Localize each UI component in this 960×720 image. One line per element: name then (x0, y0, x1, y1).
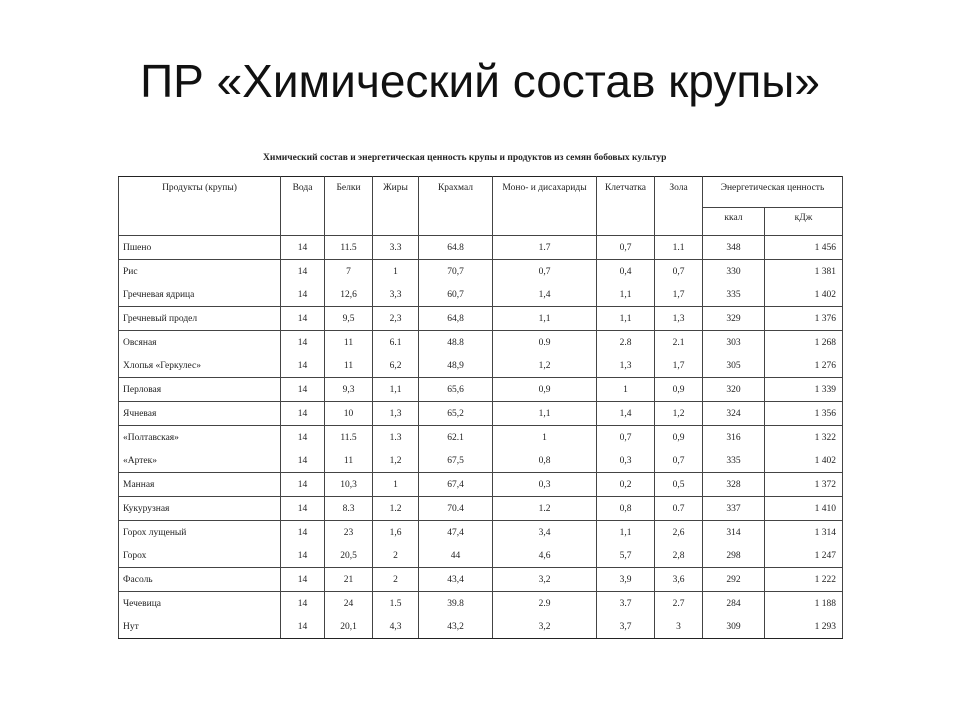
cell-starch: 67,4 (419, 473, 493, 497)
cell-starch: 67,5 (419, 449, 493, 473)
cell-sugars: 0,7 (493, 260, 597, 284)
cell-kcal: 337 (703, 497, 765, 521)
cell-starch: 70.4 (419, 497, 493, 521)
cell-water: 14 (281, 568, 325, 592)
cell-protein: 24 (325, 592, 373, 616)
cell-ash: 0,7 (655, 449, 703, 473)
cell-kj: 1 293 (765, 615, 843, 639)
cell-protein: 20,5 (325, 544, 373, 568)
cell-kcal: 314 (703, 521, 765, 545)
table-row (119, 236, 843, 260)
cell-ash: 1.1 (655, 236, 703, 260)
cell-sugars: 3,2 (493, 615, 597, 639)
cell-water: 14 (281, 331, 325, 355)
cell-ash: 1,7 (655, 354, 703, 378)
cell-kcal: 335 (703, 283, 765, 307)
cell-ash: 0,5 (655, 473, 703, 497)
cell-sugars: 3,4 (493, 521, 597, 545)
table-row (119, 307, 843, 331)
cell-name: Нут (119, 615, 281, 639)
cell-sugars: 1.2 (493, 497, 597, 521)
cell-kcal: 316 (703, 426, 765, 450)
cell-sugars: 1 (493, 426, 597, 450)
table-row (119, 378, 843, 402)
cell-kj: 1 402 (765, 449, 843, 473)
cell-fiber: 5,7 (597, 544, 655, 568)
cell-starch: 70,7 (419, 260, 493, 284)
cell-starch: 43,2 (419, 615, 493, 639)
cell-fat: 6,2 (373, 354, 419, 378)
chemical-composition-table (118, 176, 843, 639)
cell-kcal: 298 (703, 544, 765, 568)
table-row (119, 426, 843, 450)
cell-protein: 7 (325, 260, 373, 284)
cell-kcal: 329 (703, 307, 765, 331)
cell-sugars: 0,9 (493, 378, 597, 402)
table-row (119, 354, 843, 378)
cell-fiber: 0,7 (597, 426, 655, 450)
cell-name: Горох (119, 544, 281, 568)
cell-starch: 62.1 (419, 426, 493, 450)
table-row (119, 615, 843, 639)
cell-sugars: 1.7 (493, 236, 597, 260)
cell-kj: 1 314 (765, 521, 843, 545)
cell-fat: 1,6 (373, 521, 419, 545)
cell-protein: 9,3 (325, 378, 373, 402)
cell-fiber: 1,4 (597, 402, 655, 426)
cell-fiber: 0,3 (597, 449, 655, 473)
header-product: Продукты (крупы) (119, 177, 281, 236)
cell-ash: 2,8 (655, 544, 703, 568)
header-protein: Белки (325, 177, 373, 236)
cell-protein: 21 (325, 568, 373, 592)
cell-protein: 20,1 (325, 615, 373, 639)
cell-kj: 1 402 (765, 283, 843, 307)
table-row (119, 283, 843, 307)
table-row (119, 568, 843, 592)
cell-water: 14 (281, 260, 325, 284)
cell-ash: 3 (655, 615, 703, 639)
cell-sugars: 1,4 (493, 283, 597, 307)
cell-fiber: 1,1 (597, 521, 655, 545)
cell-starch: 39.8 (419, 592, 493, 616)
cell-fat: 2 (373, 544, 419, 568)
table-row (119, 544, 843, 568)
cell-name: Пшено (119, 236, 281, 260)
cell-ash: 0.7 (655, 497, 703, 521)
cell-kcal: 284 (703, 592, 765, 616)
cell-starch: 64.8 (419, 236, 493, 260)
cell-starch: 65,6 (419, 378, 493, 402)
table-row (119, 402, 843, 426)
header-kj: кДж (765, 208, 843, 236)
cell-kcal: 348 (703, 236, 765, 260)
cell-kcal: 328 (703, 473, 765, 497)
cell-fiber: 1,1 (597, 307, 655, 331)
cell-starch: 48,9 (419, 354, 493, 378)
cell-kcal: 292 (703, 568, 765, 592)
header-ash: Зола (655, 177, 703, 236)
table-row (119, 449, 843, 473)
cell-kj: 1 188 (765, 592, 843, 616)
table-row (119, 331, 843, 355)
cell-kj: 1 222 (765, 568, 843, 592)
cell-starch: 43,4 (419, 568, 493, 592)
cell-kcal: 324 (703, 402, 765, 426)
header-fiber: Клетчатка (597, 177, 655, 236)
cell-sugars: 4,6 (493, 544, 597, 568)
cell-kj: 1 339 (765, 378, 843, 402)
cell-name: Овсяная (119, 331, 281, 355)
cell-kcal: 330 (703, 260, 765, 284)
cell-ash: 3,6 (655, 568, 703, 592)
cell-kj: 1 268 (765, 331, 843, 355)
cell-fat: 2,3 (373, 307, 419, 331)
cell-kj: 1 247 (765, 544, 843, 568)
cell-protein: 8.3 (325, 497, 373, 521)
cell-kj: 1 372 (765, 473, 843, 497)
cell-name: Фасоль (119, 568, 281, 592)
cell-kj: 1 276 (765, 354, 843, 378)
cell-fiber: 1,3 (597, 354, 655, 378)
header-kcal: ккал (703, 208, 765, 236)
cell-sugars: 3,2 (493, 568, 597, 592)
table-row (119, 521, 843, 545)
cell-protein: 11.5 (325, 236, 373, 260)
cell-water: 14 (281, 497, 325, 521)
cell-fiber: 3,7 (597, 615, 655, 639)
cell-name: Хлопья «Геркулес» (119, 354, 281, 378)
cell-kcal: 309 (703, 615, 765, 639)
cell-water: 14 (281, 378, 325, 402)
cell-water: 14 (281, 592, 325, 616)
cell-fiber: 0,2 (597, 473, 655, 497)
cell-kcal: 303 (703, 331, 765, 355)
header-starch: Крахмал (419, 177, 493, 236)
cell-kcal: 305 (703, 354, 765, 378)
cell-water: 14 (281, 307, 325, 331)
cell-fat: 1 (373, 473, 419, 497)
cell-sugars: 0,3 (493, 473, 597, 497)
cell-sugars: 1,2 (493, 354, 597, 378)
table-body (119, 236, 843, 639)
cell-protein: 9,5 (325, 307, 373, 331)
cell-starch: 47,4 (419, 521, 493, 545)
cell-fat: 6.1 (373, 331, 419, 355)
cell-kj: 1 322 (765, 426, 843, 450)
cell-fiber: 0,7 (597, 236, 655, 260)
table-row (119, 473, 843, 497)
cell-fat: 3,3 (373, 283, 419, 307)
cell-protein: 12,6 (325, 283, 373, 307)
cell-name: Ячневая (119, 402, 281, 426)
cell-fat: 1 (373, 260, 419, 284)
cell-fat: 4,3 (373, 615, 419, 639)
cell-water: 14 (281, 283, 325, 307)
table-row (119, 260, 843, 284)
cell-starch: 64,8 (419, 307, 493, 331)
cell-fiber: 1,1 (597, 283, 655, 307)
header-energy: Энергетическая ценность (703, 177, 843, 208)
cell-ash: 1,2 (655, 402, 703, 426)
cell-kj: 1 356 (765, 402, 843, 426)
cell-ash: 2,6 (655, 521, 703, 545)
cell-sugars: 1,1 (493, 402, 597, 426)
cell-fiber: 3.7 (597, 592, 655, 616)
cell-ash: 1,7 (655, 283, 703, 307)
cell-water: 14 (281, 449, 325, 473)
cell-fiber: 0,8 (597, 497, 655, 521)
cell-kj: 1 456 (765, 236, 843, 260)
cell-name: Горох лущеный (119, 521, 281, 545)
cell-fat: 1.2 (373, 497, 419, 521)
header-water: Вода (281, 177, 325, 236)
cell-fat: 1.5 (373, 592, 419, 616)
cell-kcal: 335 (703, 449, 765, 473)
cell-name: Манная (119, 473, 281, 497)
cell-name: «Артек» (119, 449, 281, 473)
cell-fat: 1,2 (373, 449, 419, 473)
cell-sugars: 2.9 (493, 592, 597, 616)
cell-fat: 2 (373, 568, 419, 592)
table-caption: Химический состав и энергетическая ценность крупы и продуктов из семян бобовых культур (263, 153, 667, 163)
cell-ash: 1,3 (655, 307, 703, 331)
cell-protein: 11.5 (325, 426, 373, 450)
cell-protein: 11 (325, 354, 373, 378)
cell-name: Перловая (119, 378, 281, 402)
cell-kj: 1 381 (765, 260, 843, 284)
cell-ash: 0,9 (655, 378, 703, 402)
slide-title: ПР «Химический состав крупы» (140, 55, 820, 107)
table-row (119, 497, 843, 521)
cell-fiber: 2.8 (597, 331, 655, 355)
header-sugars: Моно- и дисахариды (493, 177, 597, 236)
header-fat: Жиры (373, 177, 419, 236)
cell-water: 14 (281, 354, 325, 378)
cell-sugars: 0.9 (493, 331, 597, 355)
cell-kcal: 320 (703, 378, 765, 402)
cell-starch: 44 (419, 544, 493, 568)
cell-protein: 11 (325, 449, 373, 473)
cell-protein: 11 (325, 331, 373, 355)
cell-water: 14 (281, 544, 325, 568)
cell-water: 14 (281, 473, 325, 497)
cell-water: 14 (281, 615, 325, 639)
cell-kj: 1 376 (765, 307, 843, 331)
cell-kj: 1 410 (765, 497, 843, 521)
cell-fiber: 1 (597, 378, 655, 402)
cell-protein: 10,3 (325, 473, 373, 497)
cell-starch: 65,2 (419, 402, 493, 426)
cell-name: «Полтавская» (119, 426, 281, 450)
cell-fiber: 0,4 (597, 260, 655, 284)
cell-ash: 0,7 (655, 260, 703, 284)
cell-fat: 1,3 (373, 402, 419, 426)
cell-protein: 23 (325, 521, 373, 545)
cell-fiber: 3,9 (597, 568, 655, 592)
cell-ash: 2.7 (655, 592, 703, 616)
cell-starch: 48.8 (419, 331, 493, 355)
cell-sugars: 1,1 (493, 307, 597, 331)
cell-name: Чечевица (119, 592, 281, 616)
cell-fat: 1,1 (373, 378, 419, 402)
cell-name: Рис (119, 260, 281, 284)
table-row (119, 592, 843, 616)
cell-water: 14 (281, 402, 325, 426)
cell-name: Гречневый продел (119, 307, 281, 331)
cell-ash: 0,9 (655, 426, 703, 450)
cell-ash: 2.1 (655, 331, 703, 355)
cell-fat: 3.3 (373, 236, 419, 260)
cell-water: 14 (281, 521, 325, 545)
cell-fat: 1.3 (373, 426, 419, 450)
cell-sugars: 0,8 (493, 449, 597, 473)
cell-name: Кукурузная (119, 497, 281, 521)
cell-name: Гречневая ядрица (119, 283, 281, 307)
cell-starch: 60,7 (419, 283, 493, 307)
cell-protein: 10 (325, 402, 373, 426)
cell-water: 14 (281, 426, 325, 450)
cell-water: 14 (281, 236, 325, 260)
